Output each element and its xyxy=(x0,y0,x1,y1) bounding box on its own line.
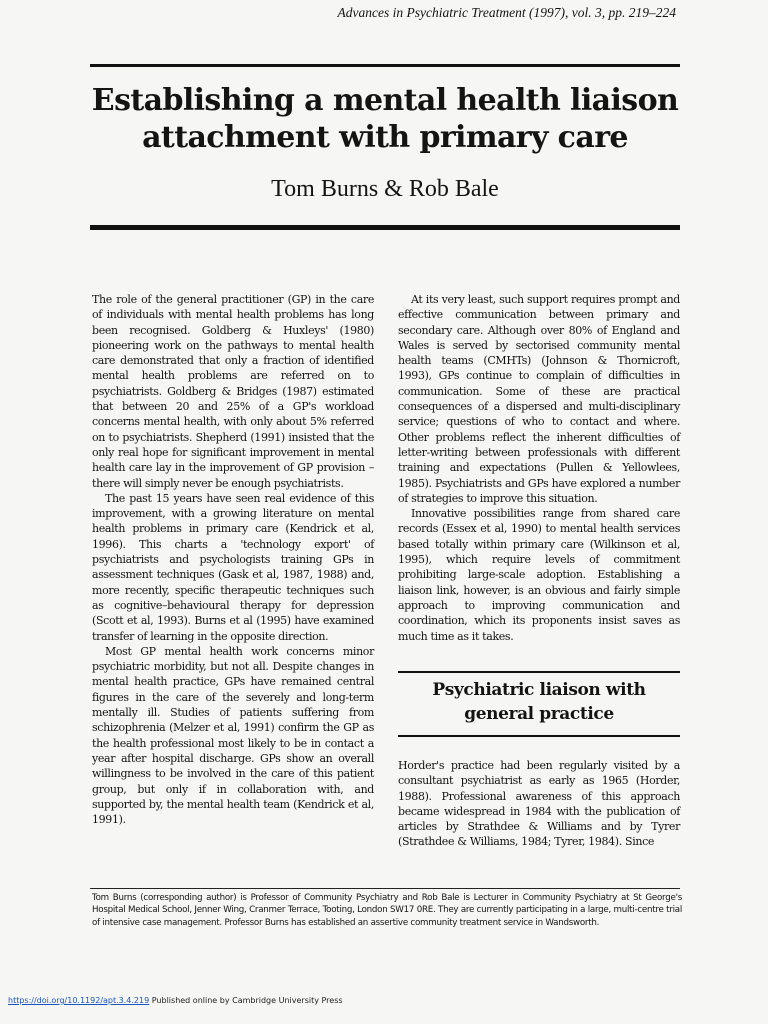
section-body xyxy=(398,758,680,850)
paragraph: At its very least, such support requires prompt and effective communication between primary and secondary care. Although over 80% of England and Wales is served by sectorised community mental health teams (CMHTs) (Johnson & Thornicroft, 1993), GPs continue to complain of difficulties in communication. Some of these are practical consequences of a dispersed and multi-disciplinary service; questions of who to contact and where. Other problems reflect the inherent difficulties of letter-writing between professionals with different training and expectations (Pullen & Yellowlees, 1985). Psychiatrists and GPs have explored a number of strategies to improve this situation. xyxy=(398,293,680,505)
running-head: Advances in Psychiatric Treatment (1997), vol. 3, pp. 219–224 xyxy=(337,5,676,20)
footnote-rule xyxy=(90,888,680,889)
author-footnote: Tom Burns (corresponding author) is Professor of Community Psychiatry and Rob Bale is Lecturer in Community Psychiatry at St George's Hospital Medical School, Jenner Wing, Cranmer Terrace, Tooting, London SW17 0RE. They are currently participating in a large, multi-centre trial of intensive case management. Professor Burns has established an assertive community treatment service in Wandsworth. xyxy=(92,893,682,928)
section-heading xyxy=(398,678,680,726)
section-top-rule xyxy=(398,671,680,673)
doi-line xyxy=(8,996,343,1005)
paragraph: Horder's practice had been regularly visited by a consultant psychiatrist as early as 1965 (Horder, 1988). Professional awareness of this approach became widespread in 1984 with the publication of articles by Strathdee & Williams and by Tyrer (Strathdee & Williams, 1984; Tyrer, 1984). Since xyxy=(398,759,680,849)
left-column xyxy=(92,292,374,827)
article-title xyxy=(90,82,680,156)
section-bottom-rule xyxy=(398,735,680,737)
title-top-rule xyxy=(90,64,680,67)
paragraph: Most GP mental health work concerns minor psychiatric morbidity, but not all. Despite changes in mental health practice, GPs have remained central figures in the care of the severely and long-term mentally ill. Studies of patients suffering from schizophrenia (Melzer et al, 1991) confirm the GP as the health professional most likely to be in contact a year after hospital discharge. GPs show an overall willingness to be involved in the care of this patient group, but only if in collaboration with, and supported by, the mental health team (Kendrick et al, 1991). xyxy=(92,644,374,827)
doi-publisher-text: Published online by Cambridge University Press xyxy=(149,996,343,1005)
right-column xyxy=(398,292,680,644)
paragraph: The past 15 years have seen real evidence of this improvement, with a growing literature on mental health problems in primary care (Kendrick et al, 1996). This charts a 'technology export' of psychiatrists and psychologists training GPs in assessment techniques (Gask et al, 1987, 1988) and, more recently, specific therapeutic techniques such as cognitive–behavioural therapy for depression (Scott et al, 1993). Burns et al (1995) have examined transfer of learning in the opposite direction. xyxy=(92,491,374,643)
section-heading-line-2: general practice xyxy=(464,704,614,724)
title-line-1: Establishing a mental health liaison xyxy=(91,83,679,118)
doi-link[interactable]: https://doi.org/10.1192/apt.3.4.219 xyxy=(8,996,150,1005)
authors: Tom Burns & Rob Bale xyxy=(271,176,499,202)
paragraph: Innovative possibilities range from shared care records (Essex et al, 1990) to mental health services based totally within primary care (Wilkinson et al, 1995), which require levels of commitment prohibiting large-scale adoption. Establishing a liaison link, however, is an obvious and fairly simple approach to improving communication and coordination, which its proponents insist saves as much time as it takes. xyxy=(398,507,680,643)
paragraph: The role of the general practitioner (GP) in the care of individuals with mental health problems has long been recognised. Goldberg & Huxleys' (1980) pioneering work on the pathways to mental health care demonstrated that only a fraction of identified mental health problems are referred on to psychiatrists. Goldberg & Bridges (1987) estimated that between 20 and 25% of a GP's workload concerns mental health, with only about 5% referred on to psychiatrists. Shepherd (1991) insisted that the only real hope for significant improvement in mental health care lay in the improvement of GP provision – there will simply never be enough psychiatrists. xyxy=(92,293,374,490)
title-line-2: attachment with primary care xyxy=(142,120,628,155)
title-bottom-rule xyxy=(90,225,680,230)
section-heading-line-1: Psychiatric liaison with xyxy=(432,680,646,700)
